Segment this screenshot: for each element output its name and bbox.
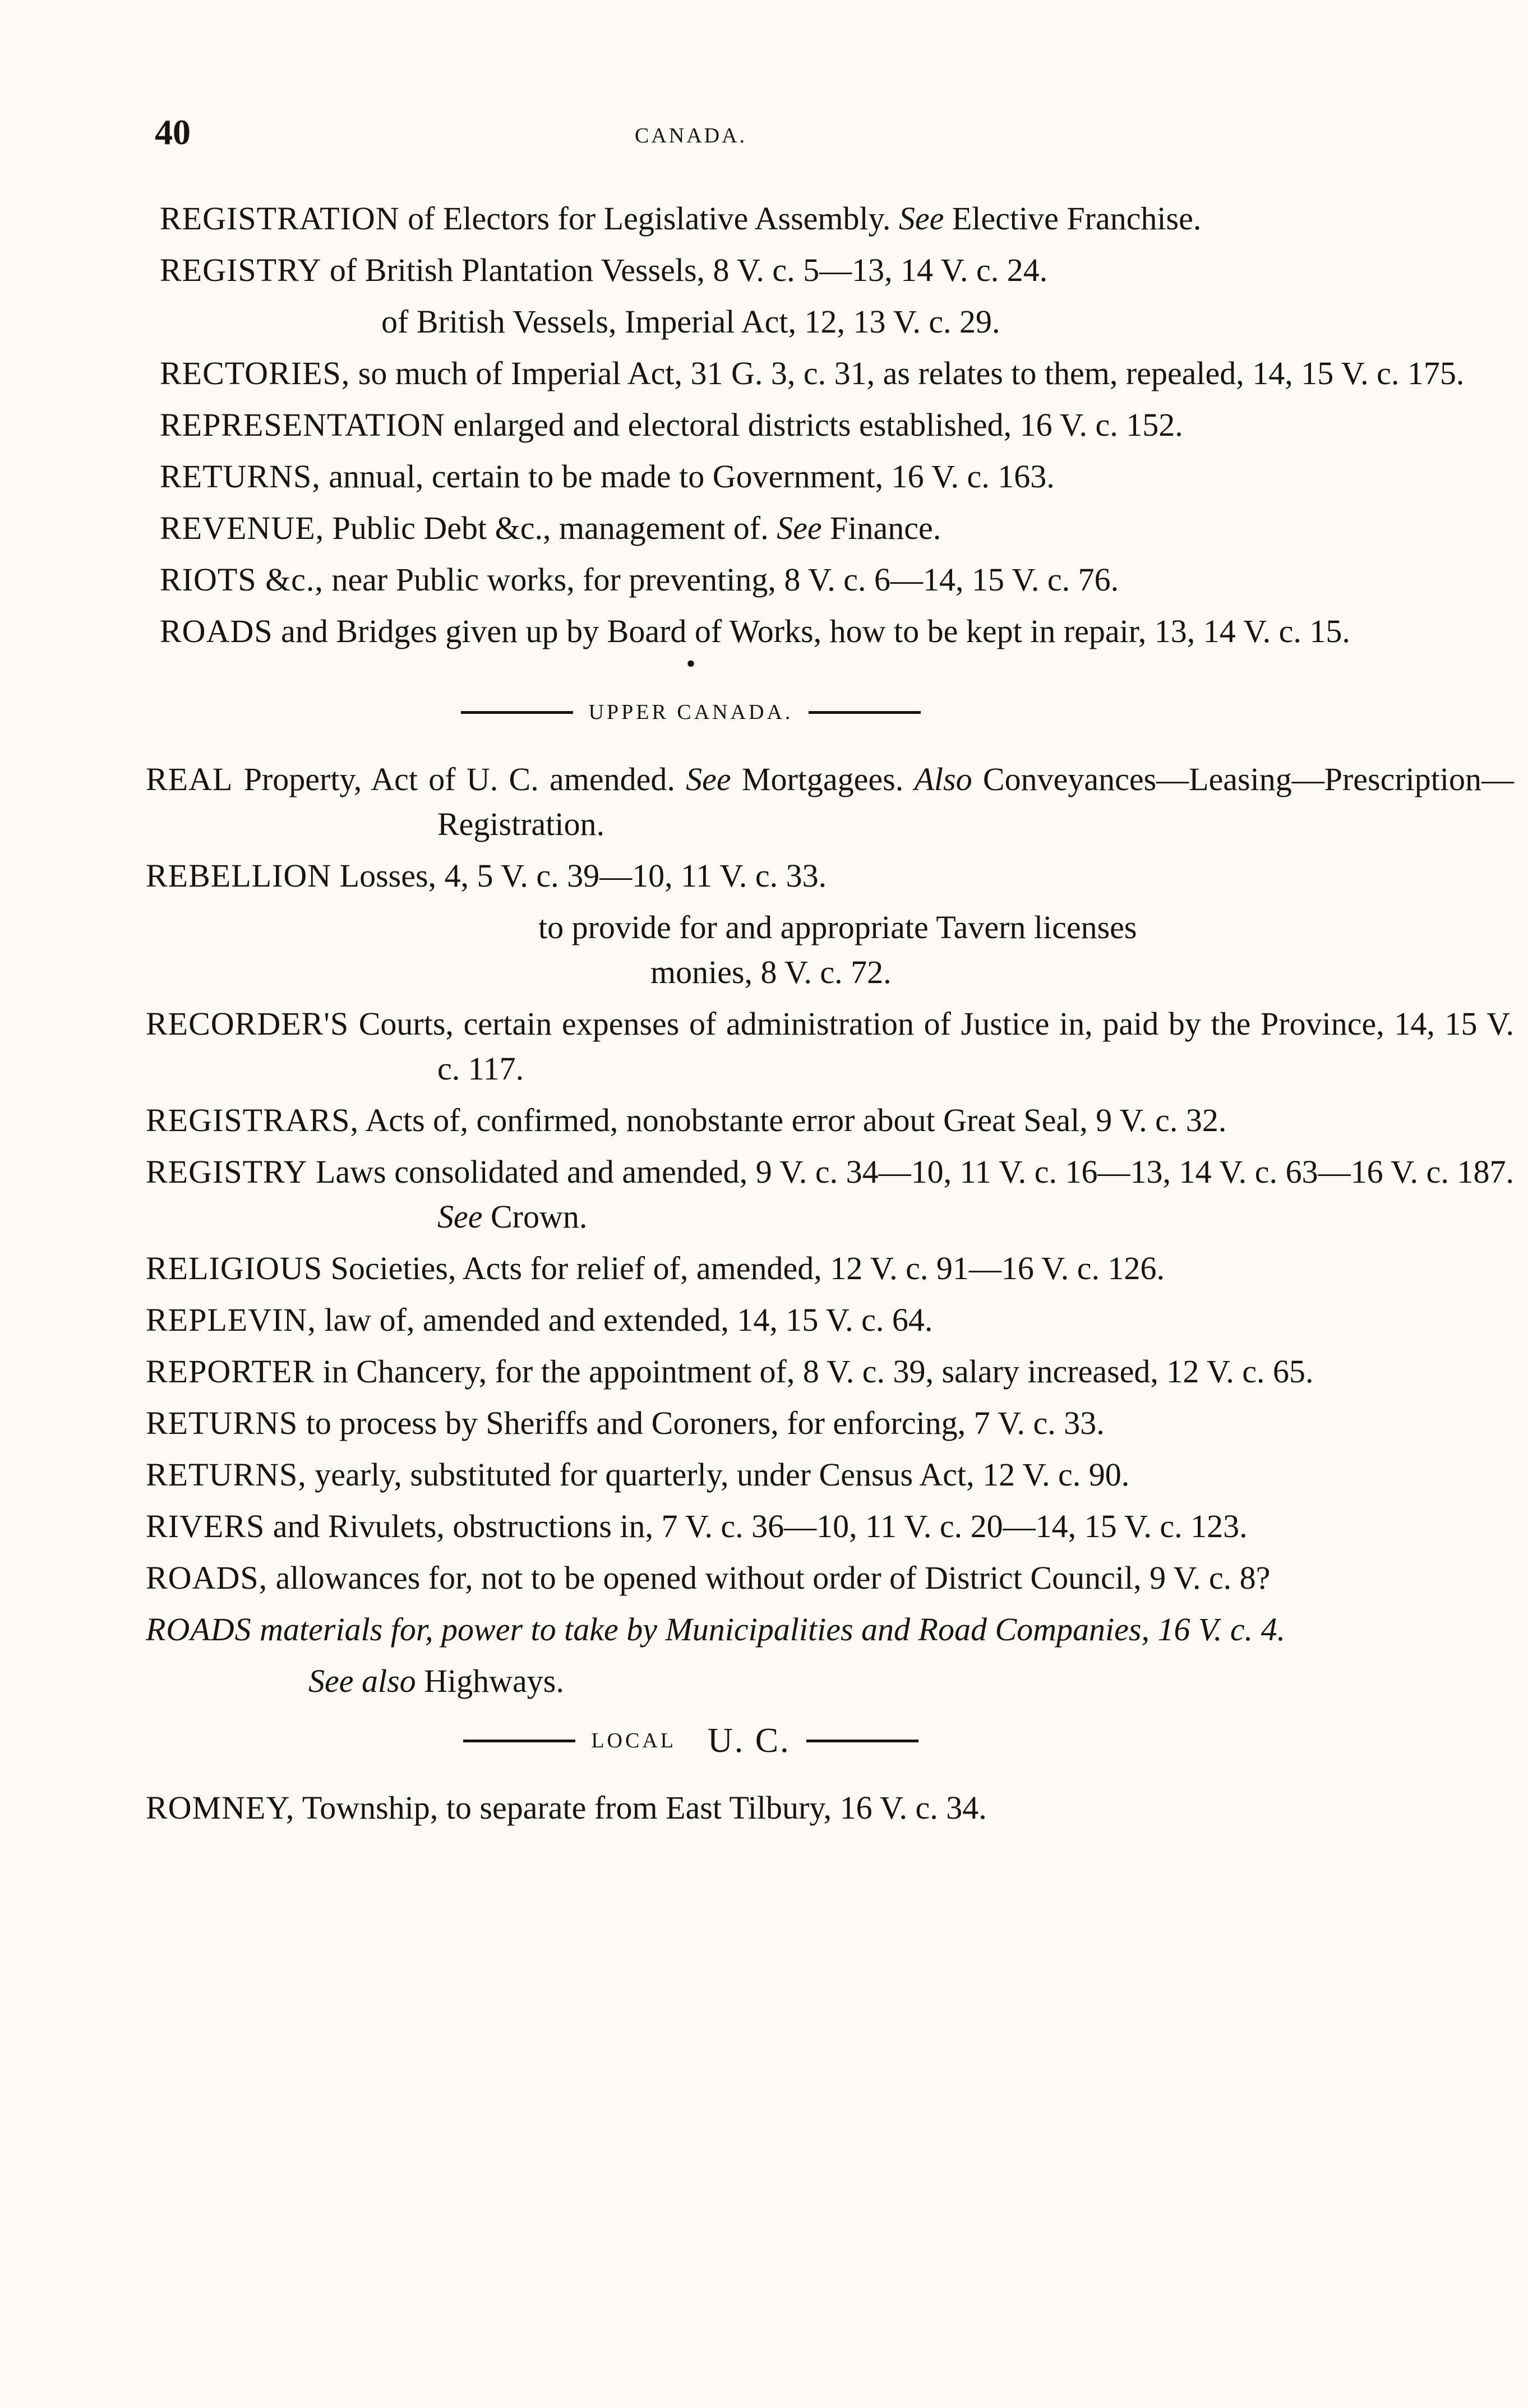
running-head: CANADA. — [634, 124, 747, 147]
entry-text: so much of Imperial Act, 31 G. 3, c. 31, as relates to them, repealed, 14, 15 V. c. 175. — [358, 355, 1465, 391]
index-entry — [146, 1786, 1514, 1830]
entry-key: REVENUE, — [160, 510, 325, 546]
index-entry — [146, 1504, 1514, 1549]
entry-key: RIVERS — [146, 1508, 265, 1544]
entry-key: REPRESENTATION — [160, 407, 445, 443]
index-entry — [146, 1401, 1514, 1446]
index-entry — [146, 1349, 1514, 1394]
see-target: Elective Franchise. — [952, 200, 1202, 237]
see-label: See — [777, 510, 822, 546]
index-entry — [146, 1298, 1514, 1343]
divider-rule — [463, 1740, 575, 1742]
section-heading-big: U. C. — [708, 1721, 791, 1760]
see-label: See also — [308, 1663, 416, 1699]
section-divider-local-uc — [0, 1718, 1382, 1763]
entry-key: RELIGIOUS — [146, 1250, 323, 1286]
index-entry — [146, 1002, 1514, 1091]
entry-key: REGISTRARS, — [146, 1102, 359, 1138]
entry-text: Property, Act of U. C. amended. — [243, 761, 675, 797]
ornament-dot: • — [686, 649, 696, 679]
see-target: Crown. — [491, 1198, 588, 1235]
page-number: 40 — [155, 112, 191, 152]
index-entry — [160, 557, 1528, 602]
entry-key: REPLEVIN, — [146, 1302, 316, 1338]
index-entry — [146, 1607, 1514, 1652]
entry-text: to process by Sheriffs and Coroners, for enforcing, 7 V. c. 33. — [306, 1405, 1105, 1441]
entry-text: in Chancery, for the appointment of, 8 V. c. 39, salary increased, 12 V. c. 65. — [322, 1353, 1314, 1390]
also-target: Conveyances—Leasing—Prescription—Registration. — [437, 761, 1515, 842]
index-entry — [146, 1556, 1514, 1600]
entry-key: REGISTRATION — [160, 200, 400, 237]
section-heading-small: LOCAL — [591, 1729, 676, 1752]
entry-text: annual, certain to be made to Government, 16 V. c. 163. — [329, 458, 1055, 495]
entry-text: and Rivulets, obstructions in, 7 V. c. 36—10, 11 V. c. 20—14, 15 V. c. 123. — [273, 1508, 1248, 1544]
index-entry — [160, 454, 1528, 499]
index-entry — [160, 351, 1528, 396]
index-entry-continuation — [381, 299, 1236, 344]
section-divider-upper-canada — [0, 690, 1382, 735]
index-entry — [146, 1150, 1514, 1239]
entry-key: ROADS — [160, 613, 273, 649]
entry-text: and Bridges given up by Board of Works, how to be kept in repair, 13, 14 V. c. 15. — [281, 613, 1350, 649]
entry-text: of Electors for Legislative Assembly. — [408, 200, 891, 237]
index-entry — [146, 757, 1514, 847]
divider-rule — [809, 711, 921, 714]
see-label: See — [437, 1198, 483, 1235]
entry-text: Losses, 4, 5 V. c. 39—10, 11 V. c. 33. — [339, 857, 827, 894]
index-entry — [160, 196, 1528, 241]
index-entry-continuation — [538, 905, 1236, 995]
entry-key: RIOTS &c., — [160, 561, 324, 598]
entry-key: RETURNS, — [160, 458, 321, 495]
entry-key: ROADS, — [146, 1560, 268, 1596]
entry-text: law of, amended and extended, 14, 15 V. c. 64. — [324, 1302, 933, 1338]
entry-text: materials for, power to take by Municipalities and Road Companies, 16 V. c. 4. — [260, 1611, 1286, 1648]
entry-key: RETURNS, — [146, 1456, 307, 1493]
index-entry — [160, 403, 1528, 448]
divider-rule — [806, 1740, 918, 1742]
entry-text: yearly, substituted for quarterly, under Census Act, 12 V. c. 90. — [315, 1456, 1130, 1493]
entry-text: Public Debt &c., management of. — [332, 510, 769, 546]
entry-key: ROADS — [146, 1611, 252, 1648]
divider-rule — [461, 711, 573, 714]
entry-key: REGISTRY — [146, 1154, 308, 1190]
entry-text-continued: monies, 8 V. c. 72. — [650, 954, 892, 990]
section-heading: UPPER CANADA. — [588, 700, 793, 724]
entry-text: enlarged and electoral districts established, 16 V. c. 152. — [453, 407, 1183, 443]
see-label: See — [686, 761, 731, 797]
entry-key: ROMNEY, — [146, 1789, 295, 1826]
entry-text: to provide for and appropriate Tavern licenses — [538, 909, 1137, 945]
see-target: Highways. — [424, 1663, 564, 1699]
entry-key: REGISTRY — [160, 252, 322, 288]
entry-text: of British Plantation Vessels, 8 V. c. 5—13, 14 V. c. 24. — [329, 252, 1048, 288]
entry-text: allowances for, not to be opened without order of District Council, 9 V. c. 8? — [275, 1560, 1271, 1596]
entry-text: of British Vessels, Imperial Act, 12, 13 V. c. 29. — [381, 303, 1000, 340]
entry-text: Societies, Acts for relief of, amended, 12 V. c. 91—16 V. c. 126. — [330, 1250, 1165, 1286]
entry-key: RECORDER'S — [146, 1005, 349, 1042]
entry-key: RETURNS — [146, 1405, 298, 1441]
index-entry — [160, 248, 1528, 293]
index-entry — [146, 1452, 1514, 1497]
see-label: See — [898, 200, 944, 237]
page-header — [0, 110, 1382, 155]
see-also-line — [308, 1659, 1236, 1704]
entry-key: RECTORIES, — [160, 355, 350, 391]
index-entry — [160, 609, 1528, 654]
index-content — [0, 196, 1515, 1837]
index-entry — [146, 1246, 1514, 1291]
index-entry — [146, 854, 1514, 898]
also-label: Also — [914, 761, 972, 797]
entry-text: Township, to separate from East Tilbury, 16 V. c. 34. — [302, 1789, 987, 1826]
entry-key: REBELLION — [146, 857, 332, 894]
index-entry — [160, 506, 1528, 551]
entry-key: REPORTER — [146, 1353, 315, 1390]
see-target: Finance. — [830, 510, 941, 546]
entry-text: near Public works, for preventing, 8 V. c. 6—14, 15 V. c. 76. — [331, 561, 1119, 598]
entry-key: REAL — [146, 761, 233, 797]
entry-text: Laws consolidated and amended, 9 V. c. 34—10, 11 V. c. 16—13, 14 V. c. 63—16 V. c. 187. — [315, 1154, 1515, 1190]
entry-text: Courts, certain expenses of administration of Justice in, paid by the Province, 14, 15 V. c. 117. — [358, 1005, 1514, 1087]
entry-text: Acts of, confirmed, nonobstante error about Great Seal, 9 V. c. 32. — [365, 1102, 1227, 1138]
index-entry — [146, 1098, 1514, 1143]
see-target: Mortgagees. — [741, 761, 904, 797]
